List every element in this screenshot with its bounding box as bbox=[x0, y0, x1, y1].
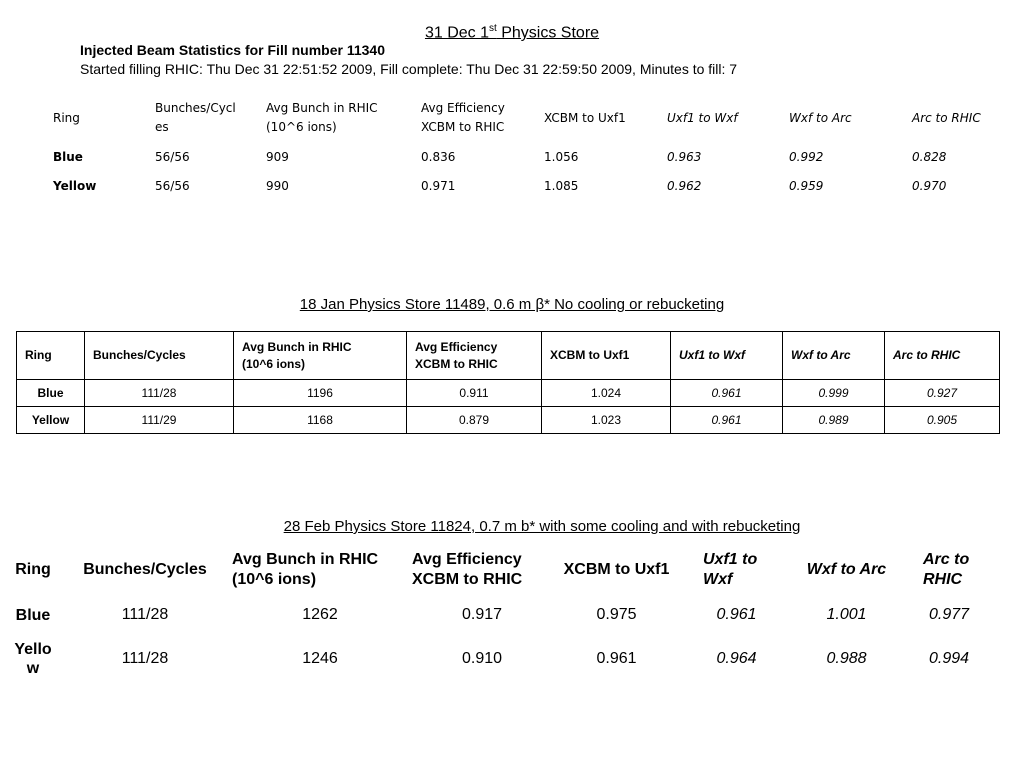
table-row bbox=[17, 380, 1000, 407]
table-cell: 0.959 bbox=[789, 179, 824, 193]
table-header-cell: Arc to RHIC bbox=[885, 332, 1000, 380]
table-cell: 0.988 bbox=[826, 650, 867, 667]
table-cell: 0.961 bbox=[671, 380, 783, 407]
table-cell: 111/29 bbox=[85, 407, 234, 434]
table-cell: 0.836 bbox=[421, 149, 456, 164]
ring-cell: Blue bbox=[53, 149, 83, 164]
table-header-cell: Ring bbox=[53, 110, 80, 125]
table-cell: 0.828 bbox=[912, 149, 947, 164]
table-cell: 1246 bbox=[302, 650, 338, 667]
table-cell: 56/56 bbox=[155, 179, 190, 193]
table-cell: 0.961 bbox=[716, 606, 757, 623]
section1-fill-info: Started filling RHIC: Thu Dec 31 22:51:52 2009, Fill complete: Thu Dec 31 22:59:50 2009, Minutes to fill: 7 bbox=[80, 61, 738, 77]
table-cell: 0.879 bbox=[407, 407, 542, 434]
section1-title-sup: st bbox=[489, 23, 497, 34]
section3-title: 28 Feb Physics Store 11824, 0.7 m b* with some cooling and with rebucketing bbox=[283, 518, 801, 535]
table-header-cell: Uxf1 to Wxf bbox=[703, 551, 758, 588]
table-cell: 0.975 bbox=[596, 606, 637, 623]
section1-title-prefix: 31 Dec 1 bbox=[424, 24, 489, 42]
table-cell: 0.977 bbox=[928, 606, 970, 623]
table-header-cell: Bunches/Cycles bbox=[83, 561, 207, 578]
table-cell: 0.989 bbox=[783, 407, 885, 434]
ring-cell: Blue bbox=[15, 606, 51, 624]
ring-cell: Yellow bbox=[53, 179, 97, 193]
table-header-cell: Arc to RHIC bbox=[912, 110, 981, 125]
table-header-row bbox=[6, 547, 999, 593]
table-header-cell: Wxf to Arc bbox=[789, 110, 852, 125]
table-cell: 1.023 bbox=[542, 407, 671, 434]
section2-table bbox=[16, 331, 1000, 434]
table-header-cell: Avg Efficiency XCBM to RHIC bbox=[412, 551, 523, 588]
ring-cell: Blue bbox=[17, 380, 85, 407]
table-header-cell: Avg Bunch in RHIC (10^6 ions) bbox=[234, 332, 407, 380]
table-header-cell: Wxf to Arc bbox=[783, 332, 885, 380]
table-header-cell: Arc to RHIC bbox=[923, 551, 970, 588]
table-header-cell: Bunches/Cycles bbox=[85, 332, 234, 380]
section1-table bbox=[53, 96, 1007, 199]
table-header-cell: Avg Efficiency XCBM to RHIC bbox=[421, 101, 505, 134]
table-header-cell: Uxf1 to Wxf bbox=[667, 110, 738, 125]
table-cell: 0.927 bbox=[885, 380, 1000, 407]
table-header-cell: Wxf to Arc bbox=[806, 561, 887, 578]
table-cell: 0.971 bbox=[421, 179, 456, 193]
table-cell: 0.962 bbox=[667, 179, 702, 193]
table-cell: 0.999 bbox=[783, 380, 885, 407]
table-header-row bbox=[17, 332, 1000, 380]
table-header-cell: XCBM to Uxf1 bbox=[563, 561, 670, 578]
table-cell: 0.964 bbox=[716, 650, 757, 667]
section3-table bbox=[6, 547, 999, 681]
table-cell: 0.910 bbox=[461, 650, 503, 667]
table-row bbox=[17, 407, 1000, 434]
table-cell: 0.911 bbox=[407, 380, 542, 407]
table-header-cell: Bunches/Cycl es bbox=[155, 101, 236, 134]
table-cell: 0.970 bbox=[912, 179, 947, 193]
table-cell: 990 bbox=[266, 179, 289, 193]
section1-subtitle: Injected Beam Statistics for Fill number 11340 bbox=[80, 42, 385, 58]
table-cell: 1.085 bbox=[544, 179, 579, 193]
table-cell: 909 bbox=[266, 149, 289, 164]
ring-cell: Yello w bbox=[14, 641, 52, 677]
table-cell: 0.961 bbox=[671, 407, 783, 434]
table-cell: 0.905 bbox=[885, 407, 1000, 434]
table-header-cell: XCBM to Uxf1 bbox=[544, 110, 626, 125]
section1-title bbox=[0, 23, 1024, 42]
table-header-cell: Ring bbox=[17, 332, 85, 380]
table-cell: 0.992 bbox=[789, 149, 824, 164]
table-row bbox=[6, 637, 999, 681]
table-header-cell: Avg Bunch in RHIC (10^6 ions) bbox=[266, 101, 378, 134]
section1-title-suffix: Physics Store bbox=[496, 24, 600, 42]
table-header-cell: Avg Efficiency XCBM to RHIC bbox=[407, 332, 542, 380]
table-cell: 0.917 bbox=[461, 606, 503, 623]
table-cell: 111/28 bbox=[121, 650, 169, 667]
table-cell: 1168 bbox=[234, 407, 407, 434]
table-cell: 1262 bbox=[302, 606, 338, 623]
table-cell: 0.961 bbox=[596, 650, 637, 667]
table-header-cell: Avg Bunch in RHIC (10^6 ions) bbox=[232, 551, 379, 588]
table-cell: 0.963 bbox=[667, 149, 702, 164]
table-row bbox=[6, 593, 999, 637]
table-cell: 1.024 bbox=[542, 380, 671, 407]
section2-title: 18 Jan Physics Store 11489, 0.6 m β* No cooling or rebucketing bbox=[299, 296, 725, 313]
ring-cell: Yellow bbox=[17, 407, 85, 434]
table-row bbox=[53, 173, 1007, 199]
table-cell: 1.001 bbox=[826, 606, 867, 623]
table-cell: 0.994 bbox=[928, 650, 970, 667]
table-header-cell: Uxf1 to Wxf bbox=[671, 332, 783, 380]
table-row bbox=[53, 140, 1007, 173]
table-cell: 1196 bbox=[234, 380, 407, 407]
table-header-cell: XCBM to Uxf1 bbox=[542, 332, 671, 380]
table-cell: 111/28 bbox=[85, 380, 234, 407]
table-cell: 1.056 bbox=[544, 149, 579, 164]
table-header-row bbox=[53, 96, 1007, 140]
table-header-cell: Ring bbox=[15, 561, 51, 578]
table-cell: 56/56 bbox=[155, 149, 190, 164]
table-cell: 111/28 bbox=[121, 606, 169, 623]
